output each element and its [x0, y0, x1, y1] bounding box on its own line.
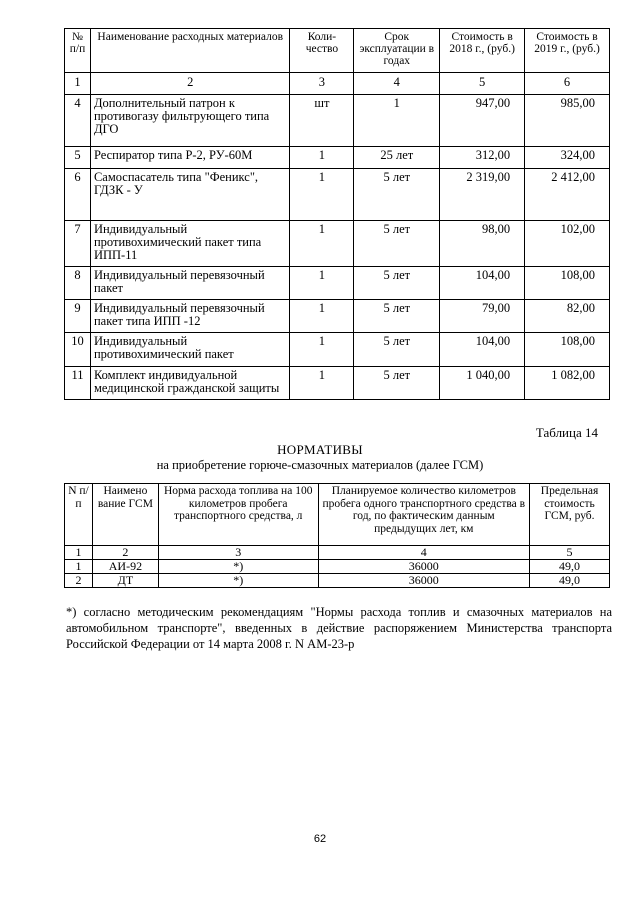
footnote: *) согласно методическим рекомендациям "Нормы расхода топлив и смазочных материалов на автомобильном транспорте", введенных в действие распоряжением Министерства транспорта Российской Федерации от 14 марта 2008 г. N АМ-23-р	[66, 605, 612, 651]
row-number: 5	[65, 147, 91, 169]
item-cost-2018: 104,00	[440, 267, 525, 300]
header-cell: Стоимость в 2019 г., (руб.)	[525, 29, 610, 73]
header-cell: Планируемое количество километров пробега одного транспортного средства в год, по фактическим данным предыдущих лет, км	[318, 484, 529, 546]
table-row	[65, 574, 610, 588]
column-number: 1	[65, 546, 93, 560]
column-number: 5	[440, 73, 525, 95]
table-row	[65, 169, 610, 221]
item-cost-2019: 108,00	[525, 333, 610, 367]
item-lifetime: 5 лет	[354, 267, 440, 300]
table-header-row	[65, 29, 610, 73]
item-lifetime: 5 лет	[354, 300, 440, 333]
page-number: 62	[313, 833, 327, 845]
item-cost-2018: 79,00	[440, 300, 525, 333]
table-row	[65, 267, 610, 300]
item-name: Респиратор типа Р-2, РУ-60М	[90, 147, 290, 169]
column-number: 2	[90, 73, 290, 95]
planned-mileage: 36000	[318, 574, 529, 588]
row-number: 6	[65, 169, 91, 221]
table-row	[65, 300, 610, 333]
item-lifetime: 1	[354, 95, 440, 147]
column-number-row	[65, 73, 610, 95]
item-quantity: 1	[290, 367, 354, 400]
fuel-name: АИ-92	[92, 560, 158, 574]
item-cost-2018: 104,00	[440, 333, 525, 367]
header-cell: Предельная стоимость ГСМ, руб.	[530, 484, 610, 546]
table-row	[65, 95, 610, 147]
item-name: Дополнительный патрон к противогазу фильтрующего типа ДГО	[90, 95, 290, 147]
item-name: Индивидуальный перевязочный пакет	[90, 267, 290, 300]
table-header-row	[65, 484, 610, 546]
item-cost-2018: 312,00	[440, 147, 525, 169]
row-number: 8	[65, 267, 91, 300]
column-number: 2	[92, 546, 158, 560]
item-cost-2018: 98,00	[440, 221, 525, 267]
item-quantity: 1	[290, 147, 354, 169]
item-name: Комплект индивидуальной медицинской гражданской защиты	[90, 367, 290, 400]
header-cell: N п/п	[65, 484, 93, 546]
item-lifetime: 5 лет	[354, 169, 440, 221]
item-cost-2019: 102,00	[525, 221, 610, 267]
table-row	[65, 367, 610, 400]
row-number: 4	[65, 95, 91, 147]
column-number: 3	[290, 73, 354, 95]
item-lifetime: 5 лет	[354, 221, 440, 267]
column-number: 4	[354, 73, 440, 95]
item-name: Индивидуальный противохимический пакет типа ИПП-11	[90, 221, 290, 267]
item-lifetime: 5 лет	[354, 333, 440, 367]
item-cost-2019: 1 082,00	[525, 367, 610, 400]
row-number: 2	[65, 574, 93, 588]
table-row	[65, 221, 610, 267]
column-number: 4	[318, 546, 529, 560]
column-number: 6	[525, 73, 610, 95]
item-quantity: 1	[290, 221, 354, 267]
item-cost-2018: 2 319,00	[440, 169, 525, 221]
item-lifetime: 25 лет	[354, 147, 440, 169]
header-cell: Норма расхода топлива на 100 километров пробега транспортного средства, л	[158, 484, 318, 546]
item-cost-2019: 82,00	[525, 300, 610, 333]
header-cell: Стоимость в 2018 г., (руб.)	[440, 29, 525, 73]
item-cost-2019: 2 412,00	[525, 169, 610, 221]
fuel-name: ДТ	[92, 574, 158, 588]
item-name: Индивидуальный перевязочный пакет типа ИПП -12	[90, 300, 290, 333]
max-cost: 49,0	[530, 574, 610, 588]
table-row	[65, 560, 610, 574]
table-label: Таблица 14	[535, 425, 598, 440]
item-cost-2018: 947,00	[440, 95, 525, 147]
column-number-row	[65, 546, 610, 560]
header-cell: Наимено вание ГСМ	[92, 484, 158, 546]
item-quantity: 1	[290, 300, 354, 333]
row-number: 7	[65, 221, 91, 267]
fuel-norm: *)	[158, 560, 318, 574]
header-cell: Коли- чество	[290, 29, 354, 73]
item-cost-2018: 1 040,00	[440, 367, 525, 400]
item-cost-2019: 985,00	[525, 95, 610, 147]
item-name: Индивидуальный противохимический пакет	[90, 333, 290, 367]
fuel-norm: *)	[158, 574, 318, 588]
item-quantity: 1	[290, 169, 354, 221]
header-cell: Срок эксплуатации в годах	[354, 29, 440, 73]
table-row	[65, 333, 610, 367]
header-cell: Наименование расходных материалов	[90, 29, 290, 73]
row-number: 1	[65, 560, 93, 574]
item-name: Самоспасатель типа "Феникс", ГДЗК - У	[90, 169, 290, 221]
max-cost: 49,0	[530, 560, 610, 574]
item-quantity: шт	[290, 95, 354, 147]
table-row	[65, 147, 610, 169]
section-subtitle: на приобретение горюче-смазочных материалов (далее ГСМ)	[156, 458, 484, 472]
consumables-table	[64, 28, 610, 400]
item-quantity: 1	[290, 267, 354, 300]
row-number: 9	[65, 300, 91, 333]
row-number: 10	[65, 333, 91, 367]
header-cell: № п/п	[65, 29, 91, 73]
column-number: 5	[530, 546, 610, 560]
row-number: 11	[65, 367, 91, 400]
column-number: 1	[65, 73, 91, 95]
item-cost-2019: 108,00	[525, 267, 610, 300]
planned-mileage: 36000	[318, 560, 529, 574]
item-quantity: 1	[290, 333, 354, 367]
fuel-norms-table	[64, 483, 610, 588]
section-title: НОРМАТИВЫ	[277, 442, 363, 457]
item-cost-2019: 324,00	[525, 147, 610, 169]
item-lifetime: 5 лет	[354, 367, 440, 400]
column-number: 3	[158, 546, 318, 560]
